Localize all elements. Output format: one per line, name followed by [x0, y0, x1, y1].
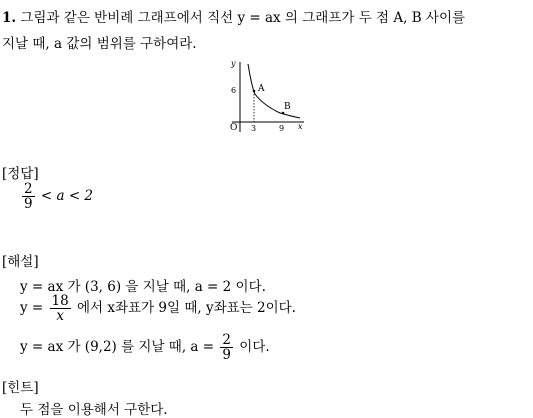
answer-lower-fraction — [22, 182, 35, 211]
answer-body — [20, 182, 93, 211]
solution-line-1: y = ax 가 (3, 6) 을 지날 때, a = 2 이다. — [20, 279, 266, 295]
answer-lower-denominator: 9 — [24, 196, 33, 213]
x-tick-label-9: 9 — [279, 124, 285, 133]
solution-line-2-denominator: x — [56, 308, 64, 325]
solution-line-2-fraction — [50, 294, 71, 323]
y-axis-label: y — [231, 59, 236, 68]
point-b — [282, 112, 285, 115]
problem-line-1 — [2, 6, 465, 26]
solution-line-3-denominator: 9 — [222, 347, 231, 364]
solution-line-3-suffix: 이다. — [239, 339, 270, 356]
y-tick-label: 6 — [231, 86, 237, 95]
solution-line-2 — [20, 294, 296, 323]
answer-lower-numerator: 2 — [24, 181, 33, 197]
problem-line-2: 지날 때, a 값의 범위를 구하여라. — [2, 36, 197, 52]
solution-line-3 — [20, 333, 270, 362]
solution-line-3-fraction — [220, 333, 233, 362]
origin-label: O — [230, 123, 238, 133]
inverse-curve — [248, 64, 300, 118]
solution-line-2-suffix: 에서 x좌표가 9일 때, y좌표는 2이다. — [77, 300, 296, 317]
answer-heading: [정답] — [2, 166, 39, 182]
solution-heading: [해설] — [2, 254, 39, 270]
answer-inequality: < a < 2 — [40, 188, 94, 205]
inverse-proportion-graph — [228, 58, 308, 136]
x-axis-label: x — [298, 122, 303, 131]
problem-text-1: 그림과 같은 반비례 그래프에서 직선 y = ax 의 그래프가 두 점 A, B 사이를 — [20, 10, 466, 26]
hint-text: 두 점을 이용해서 구한다. — [20, 402, 168, 418]
x-tick-label-3: 3 — [251, 124, 257, 133]
solution-line-2-prefix: y = — [20, 300, 44, 317]
hint-heading: [힌트] — [2, 380, 39, 396]
solution-line-2-numerator: 18 — [51, 293, 69, 309]
solution-line-3-numerator: 2 — [222, 332, 231, 348]
problem-number: 1. — [2, 10, 17, 26]
solution-line-3-prefix: y = ax 가 (9,2) 를 지날 때, a = — [20, 339, 215, 356]
point-b-label: B — [284, 102, 291, 112]
point-a — [253, 90, 256, 93]
point-a-label: A — [258, 84, 265, 94]
